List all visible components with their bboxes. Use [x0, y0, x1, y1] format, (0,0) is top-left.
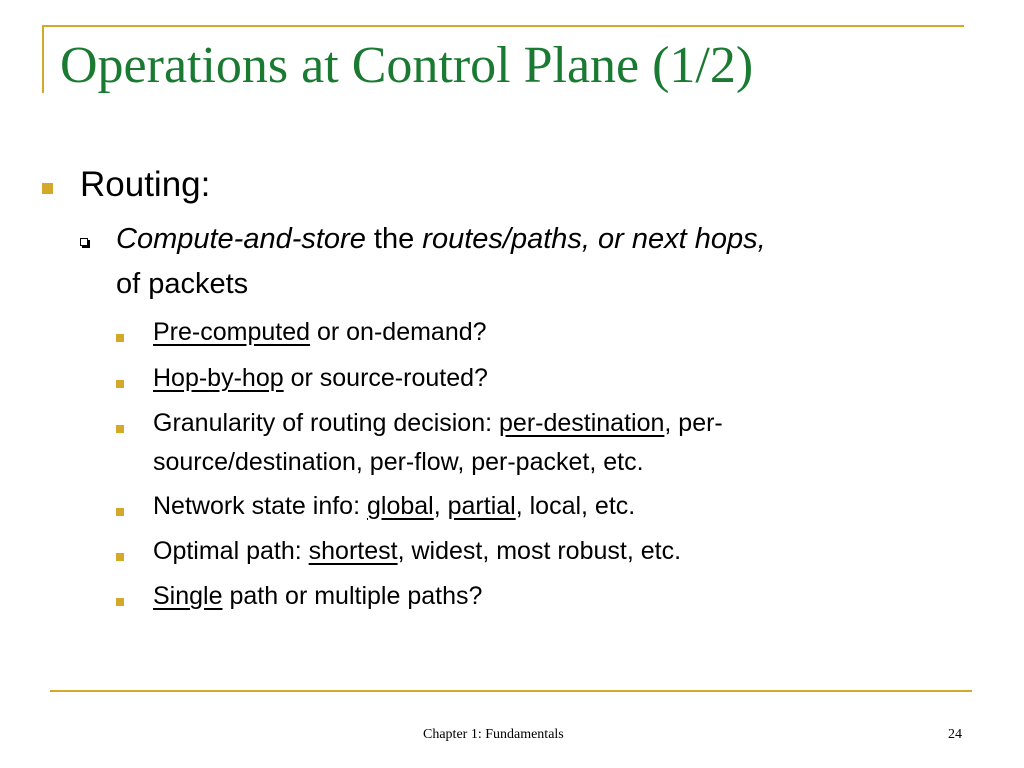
- single-path-rest-text: path or multiple paths?: [222, 582, 483, 610]
- granularity-rest-text: , per-: [664, 409, 723, 437]
- shortest-text: shortest: [308, 537, 398, 565]
- comma-text: ,: [433, 492, 448, 520]
- bullet-granularity-line1: [153, 408, 723, 438]
- optimal-path-pre-text: Optimal path:: [153, 537, 309, 565]
- routes-paths-text: routes/paths, or next hops,: [422, 223, 766, 255]
- bullet-square-icon: [116, 334, 124, 342]
- partial-text: partial: [447, 492, 516, 520]
- frame-top-line: [42, 25, 964, 27]
- bullet-square-icon: [116, 598, 124, 606]
- bullet-square-icon: [116, 425, 124, 433]
- bullet-square-icon: [116, 553, 124, 561]
- optimal-path-rest-text: , widest, most robust, etc.: [397, 537, 682, 565]
- frame-left-line: [42, 25, 44, 93]
- bullet-precomputed: [153, 317, 487, 347]
- precomputed-text: Pre-computed: [153, 318, 311, 346]
- of-packets-text: of packets: [116, 268, 249, 300]
- page-number: 24: [948, 727, 962, 742]
- bullet-granularity-line2: [153, 447, 644, 477]
- network-state-pre-text: Network state info:: [153, 492, 367, 520]
- single-text: Single: [153, 582, 223, 610]
- granularity-pre-text: Granularity of routing decision:: [153, 409, 500, 437]
- bullet-square-icon: [116, 508, 124, 516]
- source-routed-text: or source-routed?: [283, 364, 488, 392]
- bullet-single-path: [153, 581, 482, 611]
- bullet-hop-by-hop: [153, 363, 488, 393]
- network-state-rest-text: , local, etc.: [515, 492, 636, 520]
- bullet-optimal-path: [153, 536, 681, 566]
- hop-by-hop-text: Hop-by-hop: [153, 364, 284, 392]
- bullet-square-icon: [42, 183, 53, 194]
- footer-chapter: Chapter 1: Fundamentals: [423, 727, 564, 742]
- global-text: global: [366, 492, 434, 520]
- slide-title: Operations at Control Plane (1/2): [60, 37, 754, 94]
- bullet-routing-text: Routing:: [80, 165, 211, 204]
- compute-and-store-text: Compute-and-store: [116, 223, 366, 255]
- bullet-checkbox-icon: [80, 238, 88, 246]
- bullet-network-state: [153, 491, 635, 521]
- bullet-routing: [80, 165, 210, 205]
- on-demand-text: or on-demand?: [310, 318, 487, 346]
- per-destination-text: per-destination: [499, 409, 665, 437]
- bullet-compute-line2: [116, 267, 248, 301]
- granularity-line2-text: source/destination, per-flow, per-packet, etc.: [153, 448, 644, 476]
- bullet-square-icon: [116, 380, 124, 388]
- the-text: the: [365, 223, 423, 255]
- footer-rule: [50, 690, 972, 692]
- bullet-compute-line1: [116, 222, 766, 256]
